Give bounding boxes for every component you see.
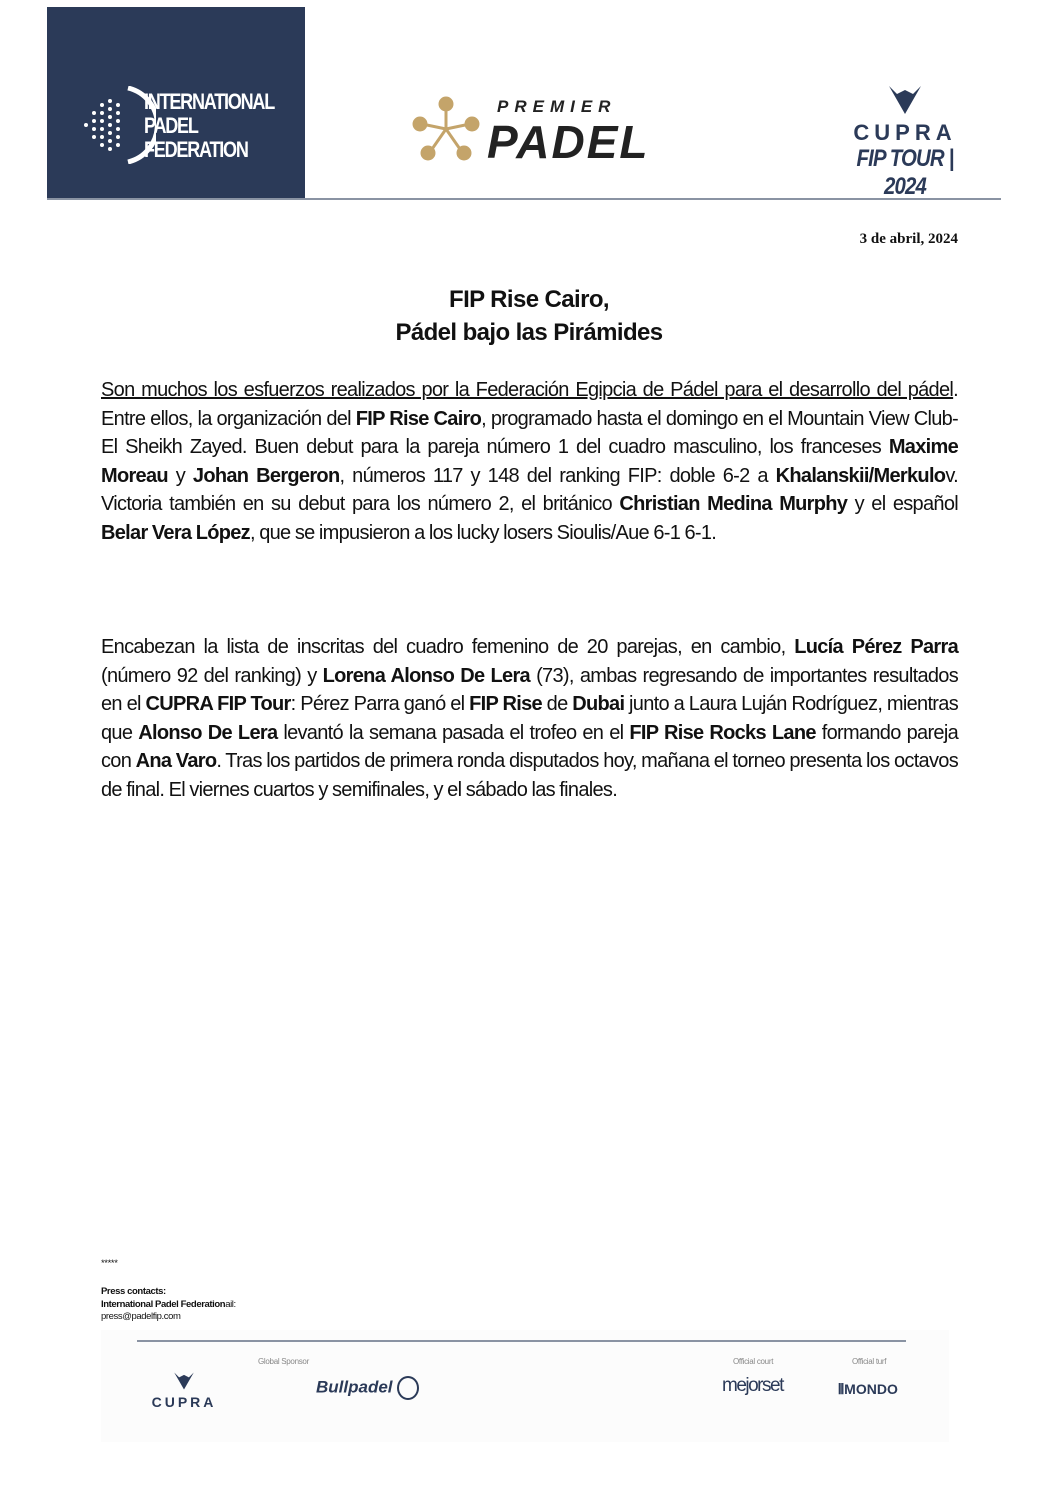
- bold-text: Alonso De Lera: [138, 721, 278, 744]
- title-line: FIP Rise Cairo,: [449, 286, 609, 313]
- bold-text: Lucía Pérez Parra: [794, 636, 958, 658]
- official-turf-label: Official turf: [852, 1357, 887, 1366]
- global-sponsor-label: Global Sponsor: [258, 1357, 309, 1366]
- fip-tour-line: FIP TOUR | 2024: [856, 145, 954, 200]
- body-paragraph-2: [101, 633, 958, 805]
- contact-email-link[interactable]: press@padelfip.com: [101, 1311, 181, 1322]
- text-segment: , números 117 y 148 del ranking FIP: doble 6-2 a: [339, 464, 776, 487]
- ipf-logo-text: [144, 90, 274, 162]
- mondo-word: MONDO: [844, 1381, 898, 1397]
- text-segment: junto a Laura Luján Rodríguez, mientras que: [101, 693, 958, 744]
- mondo-logo: ⦀MONDO: [838, 1381, 898, 1397]
- text-segment: : Pérez Parra ganó el: [290, 693, 470, 716]
- fip-tour-label: FIP TOUR: [856, 145, 944, 172]
- text-segment: y: [167, 464, 193, 487]
- text-segment: formando pareja con: [101, 721, 958, 773]
- bullpadel-logo: [316, 1376, 419, 1400]
- press-date: 3 de abril, 2024: [859, 231, 958, 247]
- bold-text: Belar Vera López: [101, 521, 250, 544]
- bold-text: Johan Bergeron: [192, 464, 340, 487]
- premier-padel-main: PADEL: [487, 116, 650, 168]
- bold-text: Dubai: [572, 693, 625, 716]
- ipf-logo-line: INTERNATIONAL: [144, 89, 274, 114]
- ipf-logo-line: FEDERATION: [144, 137, 248, 162]
- bold-text: Khalanskii/Merkulo: [775, 464, 946, 487]
- bold-text: Maxime Moreau: [101, 436, 958, 487]
- title-line: Pádel bajo las Pirámides: [395, 319, 663, 346]
- bold-text: Ana Varo: [135, 750, 217, 773]
- text-segment: , que se impusieron a los lucky losers Sioulis/Aue 6-1 6-1.: [249, 521, 717, 544]
- cupra-sponsor-word: CUPRA: [151, 1394, 217, 1410]
- contacts-heading: Press contacts:: [101, 1286, 166, 1297]
- text-segment: v. Victoria también en su debut para los número 2, el británico: [101, 464, 959, 516]
- body-paragraph-1: [101, 376, 958, 548]
- underlined-text: Son muchos los esfuerzos realizados por la Federación Egipcia de Pádel para el desarrollo del pádel: [101, 379, 954, 401]
- cupra-word: CUPRA: [853, 120, 957, 145]
- premier-padel-top: PREMIER: [497, 97, 617, 116]
- official-court-label: Official court: [733, 1357, 774, 1366]
- text-segment: . Entre ellos, la organización del: [101, 379, 958, 430]
- contacts-org: International Padel Federation: [101, 1298, 226, 1310]
- bold-text: Lorena Alonso De Lera: [322, 664, 530, 687]
- cupra-emblem-icon: [173, 1372, 195, 1390]
- bold-text: CUPRA FIP Tour: [145, 693, 291, 716]
- contacts-org-suffix: ail:: [225, 1298, 236, 1310]
- bold-text: FIP Rise Cairo: [355, 407, 482, 430]
- bullpadel-word: Bullpadel: [316, 1377, 393, 1397]
- bold-text: Christian Medina Murphy: [619, 493, 848, 516]
- cupra-sponsor-logo: [138, 1372, 230, 1409]
- premier-padel-star-icon: [412, 96, 482, 162]
- text-segment: Encabezan la lista de inscritas del cuadro femenino de 20 parejas, en cambio,: [101, 636, 795, 658]
- press-contacts: [101, 1286, 236, 1324]
- text-segment: levantó la semana pasada el trofeo en el: [277, 721, 630, 744]
- bold-text: FIP Rise: [469, 693, 542, 716]
- text-segment: (73), ambas regresando de importantes resultados en el: [101, 664, 959, 716]
- bold-text: FIP Rise Rocks Lane: [629, 721, 816, 744]
- text-segment: de: [541, 693, 573, 716]
- cupra-emblem-icon: [887, 86, 923, 114]
- fip-tour-year: 2024: [884, 173, 926, 200]
- text-segment: y el español: [847, 493, 958, 516]
- cupra-fip-tour-logo: [834, 86, 976, 201]
- page-title: [0, 283, 1058, 349]
- bullpadel-emblem-icon: [397, 1376, 419, 1400]
- footer-divider: [137, 1340, 906, 1342]
- text-segment: , programado hasta el domingo en el Mountain View Club-El Sheikh Zayed. Buen debut para la pareja número 1 del cuadro masculino, los franceses: [101, 407, 959, 459]
- ipf-logo-line: PADEL: [144, 113, 198, 138]
- separator: *****: [101, 1258, 118, 1269]
- mejorset-logo: mejorset: [722, 1375, 783, 1396]
- text-segment: (número 92 del ranking) y: [101, 664, 323, 687]
- text-segment: . Tras los partidos de primera ronda disputados hoy, mañana el torneo presenta los octavos de final. El viernes cuartos y semifinales, y el sábado las finales.: [101, 750, 958, 801]
